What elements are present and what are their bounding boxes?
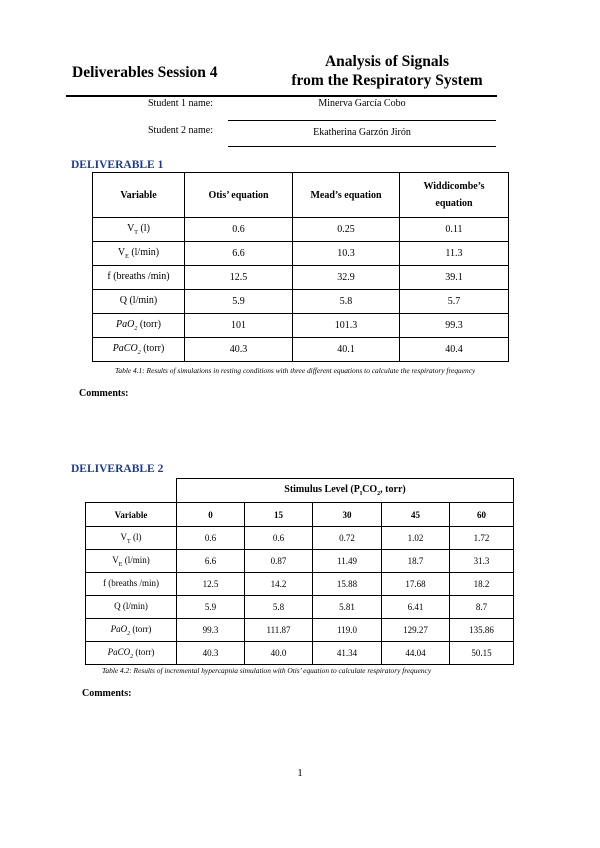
value-cell: 14.2 [245,573,313,596]
student2-value: Ekatherina Garzón Jirón [313,127,411,138]
variable-subscript: E [118,561,123,568]
value-cell: 5.7 [400,290,509,314]
variable-name: f (breaths /min) [103,577,159,588]
student1-value: Minerva García Cobo [318,98,406,109]
table-row [93,314,509,338]
variable-subscript: T [127,538,131,545]
variable-subscript: 2 [127,630,131,637]
empty-corner-cell [86,479,177,503]
value-cell: 135.86 [450,619,514,642]
value-cell: 5.8 [245,596,313,619]
table1-caption: Table 4.1: Results of simulations in resting conditions with three different equations to calculate the respiratory frequency [115,366,476,375]
variable-unit: (torr) [133,646,155,657]
variable-cell [86,619,177,642]
student2-line [228,146,496,147]
variable-unit: (torr) [137,319,161,330]
value-cell: 6.41 [382,596,450,619]
value-cell: 50.15 [450,642,514,665]
value-cell: 8.7 [450,596,514,619]
variable-cell [93,218,185,242]
deliverable1-table [92,172,509,362]
variable-name: PaO [116,319,135,330]
variable-cell [93,338,185,362]
variable-unit: (l) [130,531,142,542]
table-header-row [86,503,514,527]
deliverable2-title: DELIVERABLE 2 [71,463,164,475]
table-row [86,573,514,596]
value-cell: 129.27 [382,619,450,642]
value-cell: 40.1 [293,338,400,362]
header-cell: Mead’s equation [293,173,400,218]
value-cell: 0.87 [245,550,313,573]
table-row [86,550,514,573]
value-cell: 111.87 [245,619,313,642]
value-cell: 12.5 [177,573,245,596]
variable-name: PaO [110,623,128,634]
value-cell: 101.3 [293,314,400,338]
header-cell: 0 [177,503,245,527]
value-cell: 1.02 [382,527,450,550]
value-cell: 5.81 [313,596,382,619]
value-cell: 99.3 [177,619,245,642]
value-cell: 0.6 [177,527,245,550]
variable-unit: (torr) [130,623,152,634]
stimulus-level-header [177,479,514,503]
table-row [93,338,509,362]
stimulus-header-row [86,479,514,503]
value-cell: 6.6 [177,550,245,573]
variable-cell [86,596,177,619]
variable-unit: (l) [137,223,150,234]
table-row [86,527,514,550]
header-cell: 45 [382,503,450,527]
value-cell: 11.49 [313,550,382,573]
variable-subscript: T [134,230,138,236]
value-cell: 17.68 [382,573,450,596]
value-cell: 40.0 [245,642,313,665]
header-title: Deliverables Session 4 [72,64,218,81]
value-cell: 0.6 [185,218,293,242]
header-cell: Variable [86,503,177,527]
stimulus-header-mid: CO [362,484,378,495]
variable-unit: (l/min) [128,247,160,258]
table2-caption: Table 4.2: Results of incremental hypercapnia simulation with Otis’ equation to calculate respiratory frequency [102,666,432,675]
variable-name: Q [119,295,127,306]
header-cell: Variable [93,173,185,218]
stimulus-header-text: Stimulus Level (P [284,484,360,495]
deliverable2-table [85,478,514,665]
value-cell: 5.9 [185,290,293,314]
value-cell: 1.72 [450,527,514,550]
stimulus-header-end: , torr) [380,484,406,495]
value-cell: 0.6 [245,527,313,550]
variable-subscript: 2 [130,653,134,660]
value-cell: 18.7 [382,550,450,573]
value-cell: 18.2 [450,573,514,596]
table-row [86,642,514,665]
student1-line [228,120,496,121]
table-header-row [93,173,509,218]
header-cell: 30 [313,503,382,527]
value-cell: 41.34 [313,642,382,665]
value-cell: 99.3 [400,314,509,338]
variable-name: V [120,531,128,542]
value-cell: 101 [185,314,293,338]
table-row [86,596,514,619]
value-cell: 12.5 [185,266,293,290]
stimulus-sub-i: I [359,491,363,497]
header-rule [66,95,497,97]
value-cell: 39.1 [400,266,509,290]
value-cell: 5.9 [177,596,245,619]
header-subtitle [252,52,522,90]
table-row [93,290,509,314]
variable-unit: (l/min) [126,295,158,306]
page-number: 1 [297,767,303,779]
header-cell: 15 [245,503,313,527]
variable-name: V [117,247,126,258]
variable-cell [86,573,177,596]
value-cell: 0.72 [313,527,382,550]
variable-cell [93,266,185,290]
student1-label: Student 1 name: [148,98,213,109]
stimulus-sub-2: 2 [377,491,381,497]
deliverable1-title: DELIVERABLE 1 [71,159,164,171]
variable-name: Q [114,600,121,611]
table-row [93,266,509,290]
variable-name: PaCO [112,343,138,354]
value-cell: 5.8 [293,290,400,314]
header-cell: 60 [450,503,514,527]
variable-cell [86,527,177,550]
value-cell: 40.3 [177,642,245,665]
variable-subscript: 2 [134,326,138,332]
header-cell: Widdicombe’s equation [400,173,509,218]
comments2-label: Comments: [82,688,132,699]
variable-cell [93,290,185,314]
variable-subscript: E [125,254,129,260]
value-cell: 11.3 [400,242,509,266]
variable-unit: (l/min) [122,554,150,565]
variable-cell [93,242,185,266]
value-cell: 0.11 [400,218,509,242]
value-cell: 10.3 [293,242,400,266]
variable-subscript: 2 [137,350,141,356]
comments1-label: Comments: [79,388,129,399]
value-cell: 32.9 [293,266,400,290]
variable-unit: (torr) [140,343,165,354]
variable-name: PaCO [107,646,131,657]
value-cell: 31.3 [450,550,514,573]
value-cell: 44.04 [382,642,450,665]
table-row [93,218,509,242]
value-cell: 15.88 [313,573,382,596]
value-cell: 40.4 [400,338,509,362]
table-row [86,619,514,642]
header-cell: Otis’ equation [185,173,293,218]
variable-cell [86,550,177,573]
variable-cell [86,642,177,665]
value-cell: 0.25 [293,218,400,242]
variable-name: f (breaths /min) [107,271,170,282]
variable-unit: (l/min) [120,600,148,611]
header-subtitle-line1: Analysis of Signals [324,53,450,70]
variable-cell [93,314,185,338]
value-cell: 119.0 [313,619,382,642]
table-row [93,242,509,266]
student2-label: Student 2 name: [148,125,213,136]
header-subtitle-line2: from the Respiratory System [291,72,483,89]
variable-name: V [127,223,135,234]
value-cell: 40.3 [185,338,293,362]
value-cell: 6.6 [185,242,293,266]
variable-name: V [112,554,119,565]
